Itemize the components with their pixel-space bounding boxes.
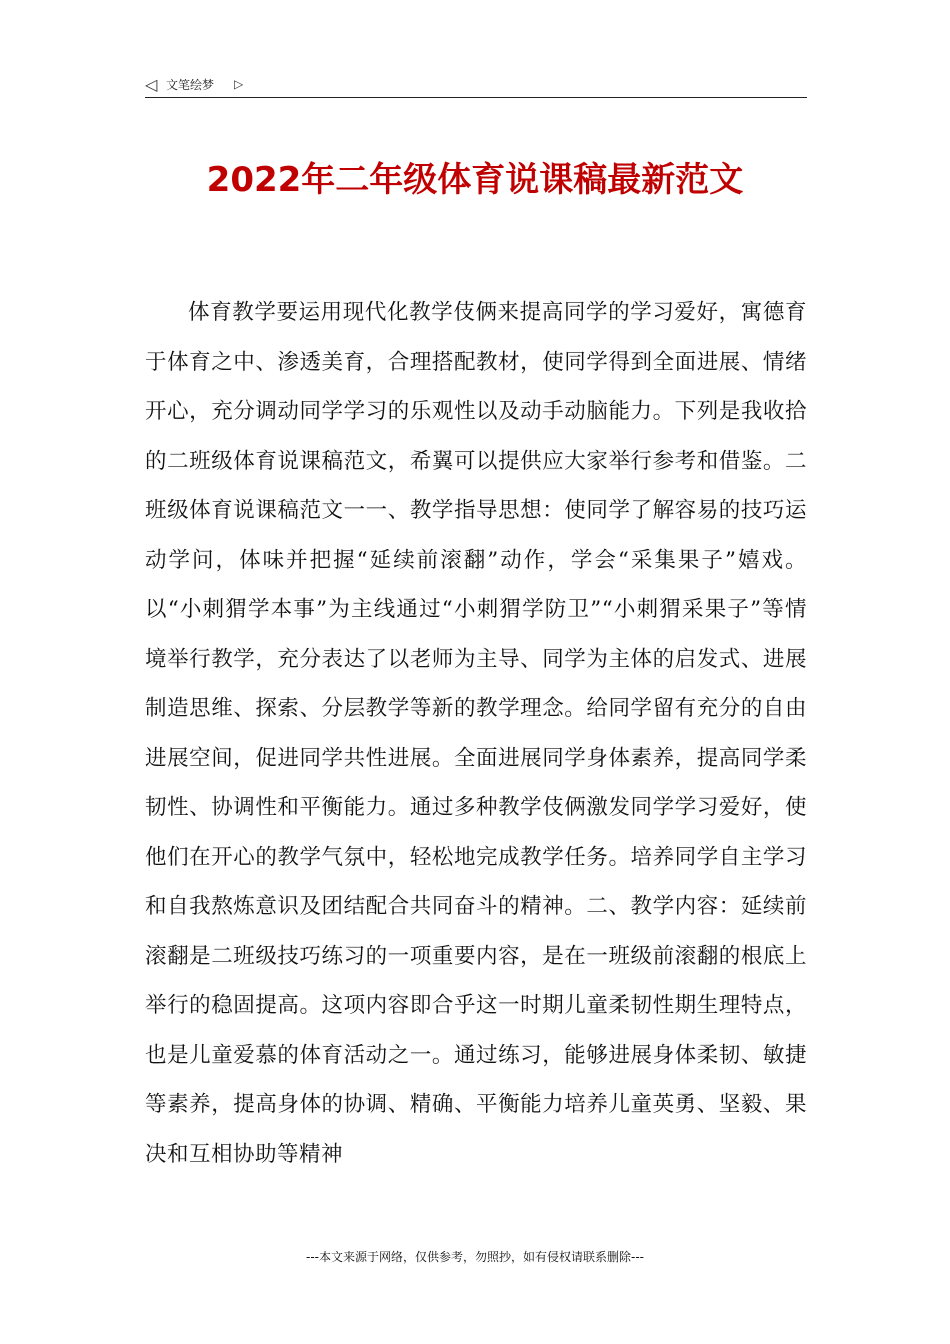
- body-paragraph: 体育教学要运用现代化教学伎俩来提高同学的学习爱好，寓德育于体育之中、渗透美育，合理搭配教材，使同学得到全面进展、情绪开心，充分调动同学学习的乐观性以及动手动脑能力。下列是我收拾的二班级体育说课稿范文，希翼可以提供应大家举行参考和借鉴。二班级体育说课稿范文一一、教学指导思想：使同学了解容易的技巧运动学问，体味并把握“延续前滚翻”动作，学会“采集果子”嬉戏。以“小刺猬学本事”为主线通过“小刺猬学防卫”“小刺猬采果子”等情境举行教学，充分表达了以老师为主导、同学为主体的启发式、进展制造思维、探索、分层教学等新的教学理念。给同学留有充分的自由进展空间，促进同学共性进展。全面进展同学身体素养，提高同学柔韧性、协调性和平衡能力。通过多种教学伎俩激发同学学习爱好，使他们在开心的教学气氛中，轻松地完成教学任务。培养同学自主学习和自我熬炼意识及团结配合共同奋斗的精神。二、教学内容：延续前滚翻是二班级技巧练习的一项重要内容，是在一班级前滚翻的根底上举行的稳固提高。这项内容即合乎这一时期儿童柔韧性期生理特点，也是儿童爱慕的体育活动之一。通过练习，能够进展身体柔韧、敏捷等素养，提高身体的协调、精确、平衡能力培养儿童英勇、坚毅、果决和互相协助等精神: [145, 300, 807, 1167]
- document-title: 2022年二年级体育说课稿最新范文: [206, 160, 744, 200]
- footer-notice: ---本文来源于网络，仅供参考，勿照抄，如有侵权请联系删除---: [306, 1250, 644, 1264]
- header-divider: [145, 97, 807, 98]
- triangle-right-icon: ▷: [234, 77, 244, 91]
- triangle-left-icon: ◁: [145, 75, 158, 94]
- brand-label: 文笔绘梦: [166, 78, 215, 92]
- page-header: [145, 74, 807, 98]
